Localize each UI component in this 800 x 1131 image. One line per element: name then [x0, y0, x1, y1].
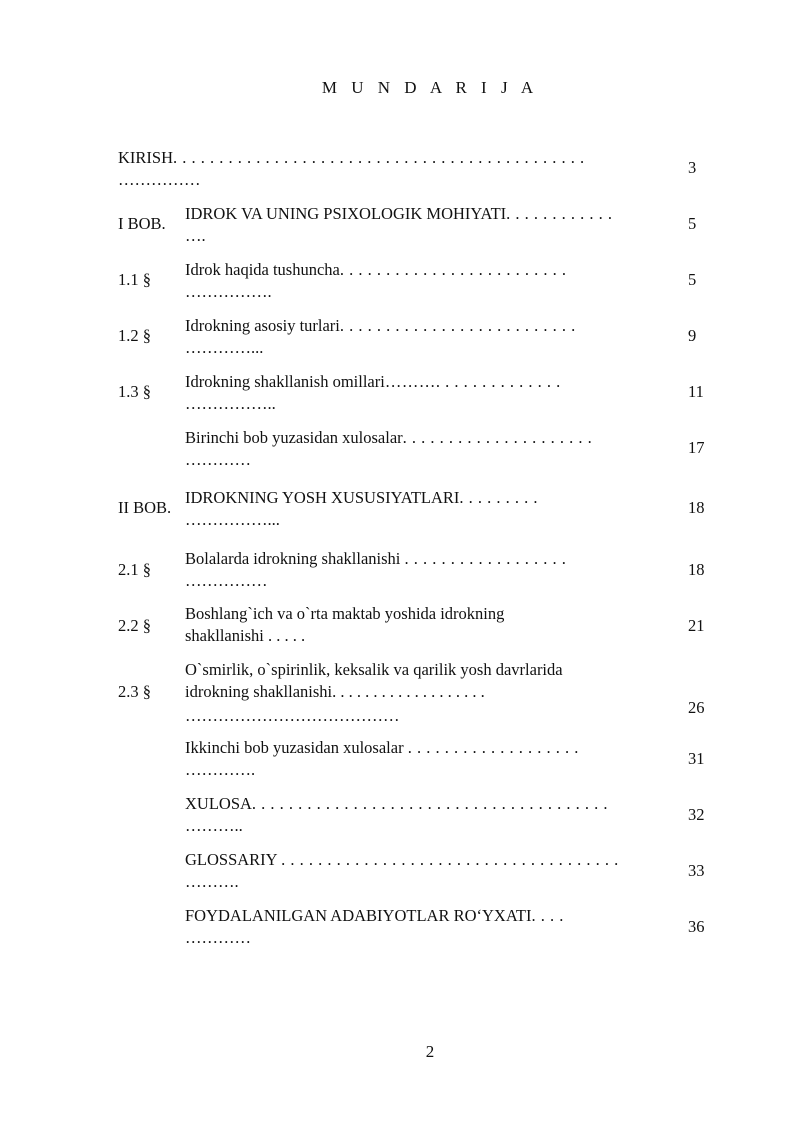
toc-entry-label: 1.3 §	[118, 382, 151, 401]
toc-entry-dots: …………	[185, 928, 251, 947]
toc-entry-dots: …………………………………	[185, 706, 400, 725]
toc-entry-label: I BOB.	[118, 214, 166, 233]
toc-entry-text: IDROKNING YOSH XUSUSIYATLARI. . . . . . . . .	[185, 488, 539, 507]
toc-entry-dots: …………	[185, 450, 251, 469]
toc-entry-text: O`smirlik, o`spirinlik, keksalik va qarilik yosh davrlarida	[185, 660, 563, 679]
toc-entry-page: 18	[688, 560, 705, 579]
toc-entry-label: 2.1 §	[118, 560, 151, 579]
toc-entry-page: 18	[688, 498, 705, 517]
toc-entry-page: 5	[688, 270, 697, 289]
toc-entry-text: Idrokning shakllanish omillari………. . . . . . . . . . . . . .	[185, 372, 561, 391]
toc-entry-text: KIRISH. . . . . . . . . . . . . . . . . . . . . . . . . . . . . . . . . . . . . . . . . . . . .	[118, 148, 585, 167]
toc-entry-dots: …………...	[185, 338, 264, 357]
toc-entry-page: 26	[688, 698, 705, 717]
toc-entry-dots: ……………	[118, 170, 201, 189]
toc-entry-page: 5	[688, 214, 697, 233]
toc-entry-page: 11	[688, 382, 704, 401]
toc-entry-page: 32	[688, 805, 705, 824]
toc-entry-dots: ……………..	[185, 394, 276, 413]
toc-entry-dots: …………….	[185, 282, 272, 301]
toc-entry-dots: ……………...	[185, 510, 280, 529]
toc-entry-text: Boshlang`ich va o`rta maktab yoshida idrokning	[185, 604, 505, 623]
toc-entry-text: Birinchi bob yuzasidan xulosalar. . . . . . . . . . . . . . . . . . . . .	[185, 428, 593, 447]
toc-entry-label: 2.2 §	[118, 616, 151, 635]
toc-entry-text-line-2: idrokning shakllanishi. . . . . . . . . . . . . . . . . . .	[185, 682, 485, 701]
toc-entry-page: 33	[688, 861, 705, 880]
toc-entry-text: IDROK VA UNING PSIXOLOGIK MOHIYATI. . . . . . . . . . . .	[185, 204, 613, 223]
toc-entry-label: 2.3 §	[118, 682, 151, 701]
toc-entry-label: II BOB.	[118, 498, 172, 517]
toc-entry-label: 1.2 §	[118, 326, 151, 345]
page-number: 2	[425, 1042, 435, 1061]
toc-entry-dots: ………….	[185, 760, 256, 779]
toc-entry-page: 3	[688, 158, 697, 177]
toc-entry-dots: shakllanishi . . . . .	[185, 626, 306, 645]
toc-entry-dots: ….	[185, 226, 206, 245]
toc-entry-label: 1.1 §	[118, 270, 151, 289]
toc-entry-text: FOYDALANILGAN ADABIYOTLAR RO‘YXATI. . . .	[185, 906, 564, 925]
toc-entry-page: 31	[688, 749, 705, 768]
toc-entry-text: Idrokning asosiy turlari. . . . . . . . . . . . . . . . . . . . . . . . . .	[185, 316, 576, 335]
toc-title: M U N D A R I J A	[321, 78, 539, 97]
toc-entry-page: 9	[688, 326, 697, 345]
toc-entry-text: GLOSSARIY . . . . . . . . . . . . . . . . . . . . . . . . . . . . . . . . . . . . .	[185, 850, 619, 869]
toc-entry-dots: ……………	[185, 571, 268, 590]
toc-entry-page: 36	[688, 917, 705, 936]
toc-entry-page: 17	[688, 438, 705, 457]
toc-entry-text: Bolalarda idrokning shakllanishi . . . . . . . . . . . . . . . . . .	[185, 549, 567, 568]
toc-entry-dots: ……….	[185, 872, 239, 891]
toc-entry-text: XULOSA. . . . . . . . . . . . . . . . . . . . . . . . . . . . . . . . . . . . . . .	[185, 794, 609, 813]
toc-entry-text: Ikkinchi bob yuzasidan xulosalar . . . . . . . . . . . . . . . . . . .	[185, 738, 579, 757]
toc-entry-page: 21	[688, 616, 705, 635]
toc-entry-text: Idrok haqida tushuncha. . . . . . . . . . . . . . . . . . . . . . . . .	[185, 260, 567, 279]
toc-entry-dots: ………..	[185, 816, 243, 835]
